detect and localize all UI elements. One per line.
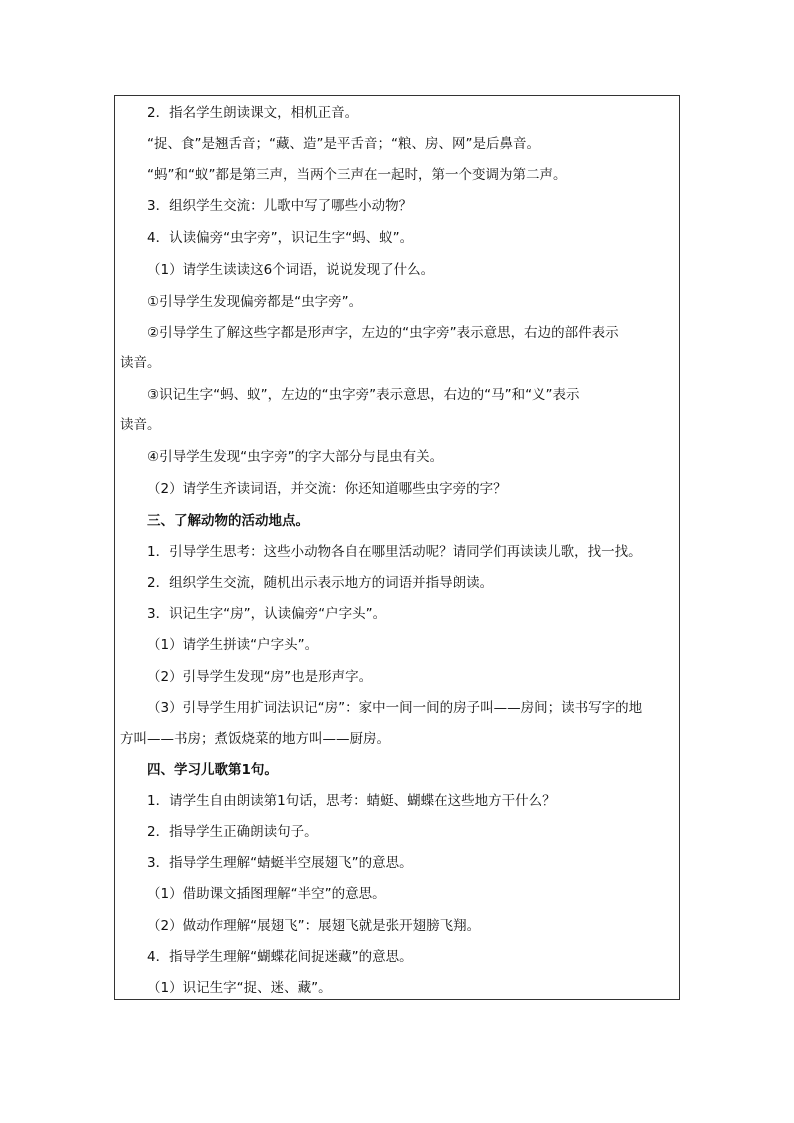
text-line: ②引导学生了解这些字都是形声字，左边的“虫字旁”表示意思，右边的部件表示 bbox=[147, 325, 619, 341]
text-line: （1）识记生字“捉、迷、藏”。 bbox=[147, 980, 332, 996]
text-line: “蚂”和“蚁”都是第三声，当两个三声在一起时，第一个变调为第二声。 bbox=[147, 167, 567, 183]
text-line: （3）引导学生用扩词法识记“房”：家中一间一间的房子叫——房间；读书写字的地 bbox=[147, 700, 643, 716]
section-heading: 四、学习儿歌第1句。 bbox=[147, 762, 278, 778]
text-line: ③识记生字“蚂、蚁”，左边的“虫字旁”表示意思，右边的“马”和“义”表示 bbox=[147, 387, 580, 403]
text-line: 读音。 bbox=[120, 417, 161, 433]
text-line: （1）借助课文插图理解“半空”的意思。 bbox=[147, 886, 386, 902]
text-line: 4．指导学生理解“蝴蝶花间捉迷藏”的意思。 bbox=[147, 949, 413, 965]
text-line: 1．引导学生思考：这些小动物各自在哪里活动呢？请同学们再读读儿歌，找一找。 bbox=[147, 544, 642, 560]
text-line: 3．指导学生理解“蜻蜓半空展翅飞”的意思。 bbox=[147, 855, 413, 871]
text-line: 1．请学生自由朗读第1句话，思考：蜻蜓、蝴蝶在这些地方干什么？ bbox=[147, 793, 556, 809]
text-line: 2．指导学生正确朗读句子。 bbox=[147, 824, 318, 840]
text-line: ①引导学生发现偏旁都是“虫字旁”。 bbox=[147, 294, 363, 310]
text-line: 方叫——书房；煮饭烧菜的地方叫——厨房。 bbox=[120, 731, 390, 747]
text-line: （2）做动作理解“展翅飞”：展翅飞就是张开翅膀飞翔。 bbox=[147, 918, 481, 934]
text-line: （1）请学生拼读“户字头”。 bbox=[147, 637, 319, 653]
text-line: （2）请学生齐读词语，并交流：你还知道哪些虫字旁的字？ bbox=[147, 481, 507, 497]
text-line: 2．组织学生交流，随机出示表示地方的词语并指导朗读。 bbox=[147, 575, 494, 591]
text-line: 2．指名学生朗读课文，相机正音。 bbox=[147, 105, 359, 121]
lesson-plan-table-cell bbox=[114, 95, 680, 1000]
text-line: （1）请学生读读这6个词语，说说发现了什么。 bbox=[147, 262, 435, 278]
text-line: 4．认读偏旁“虫字旁”，识记生字“蚂、蚁”。 bbox=[147, 230, 414, 246]
text-line: 3．识记生字“房”，认读偏旁“户字头”。 bbox=[147, 606, 387, 622]
text-line: 3．组织学生交流：儿歌中写了哪些小动物？ bbox=[147, 198, 413, 214]
text-line: ④引导学生发现“虫字旁”的字大部分与昆虫有关。 bbox=[147, 449, 444, 465]
section-heading: 三、了解动物的活动地点。 bbox=[147, 513, 309, 529]
text-line: （2）引导学生发现“房”也是形声字。 bbox=[147, 669, 373, 685]
text-line: 读音。 bbox=[120, 355, 161, 371]
text-line: “捉、食”是翘舌音；“藏、造”是平舌音；“粮、房、网”是后鼻音。 bbox=[147, 136, 540, 152]
